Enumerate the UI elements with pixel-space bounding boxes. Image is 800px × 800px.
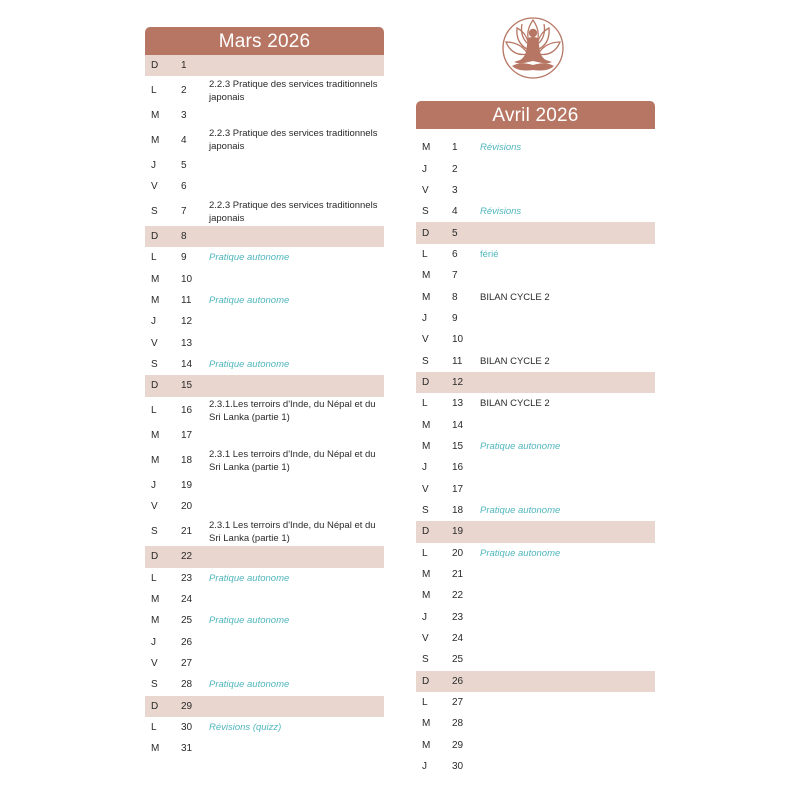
day-row bbox=[416, 414, 655, 435]
weekday-letter: L bbox=[422, 547, 428, 559]
weekday-letter: J bbox=[422, 761, 427, 773]
weekday-letter: M bbox=[151, 295, 160, 307]
day-row bbox=[145, 155, 384, 176]
day-number: 5 bbox=[181, 159, 187, 171]
weekday-letter: V bbox=[422, 633, 429, 645]
weekday-letter: S bbox=[151, 359, 158, 371]
weekday-letter: D bbox=[422, 376, 430, 388]
day-row bbox=[145, 738, 384, 759]
day-row bbox=[145, 717, 384, 738]
day-list bbox=[416, 129, 655, 777]
weekday-letter: L bbox=[422, 398, 428, 410]
day-number: 21 bbox=[452, 569, 464, 581]
weekday-letter: M bbox=[151, 110, 160, 122]
weekday-letter: M bbox=[422, 270, 431, 282]
day-number: 3 bbox=[452, 184, 458, 196]
day-row bbox=[416, 692, 655, 713]
day-number: 8 bbox=[181, 231, 187, 243]
day-row bbox=[416, 329, 655, 350]
day-number: 21 bbox=[181, 526, 193, 538]
day-row bbox=[145, 290, 384, 311]
day-number: 22 bbox=[452, 590, 464, 602]
day-row-sunday bbox=[145, 375, 384, 396]
day-event: Révisions (quizz) bbox=[209, 722, 282, 734]
weekday-letter: S bbox=[151, 679, 158, 691]
day-number: 10 bbox=[452, 334, 464, 346]
day-number: 13 bbox=[181, 337, 193, 349]
weekday-letter: M bbox=[151, 743, 160, 755]
day-row bbox=[416, 286, 655, 307]
day-number: 1 bbox=[452, 142, 458, 154]
day-row bbox=[145, 632, 384, 653]
day-number: 27 bbox=[452, 697, 464, 709]
day-number: 28 bbox=[452, 718, 464, 730]
day-row bbox=[416, 244, 655, 265]
day-number: 28 bbox=[181, 679, 193, 691]
day-number: 10 bbox=[181, 273, 193, 285]
day-number: 23 bbox=[181, 572, 193, 584]
day-number: 19 bbox=[452, 526, 464, 538]
day-row bbox=[145, 674, 384, 695]
weekday-letter: D bbox=[422, 227, 430, 239]
weekday-letter: M bbox=[422, 590, 431, 602]
month-title: Avril 2026 bbox=[416, 101, 655, 129]
day-event: Pratique autonome bbox=[480, 547, 561, 559]
day-event: Pratique autonome bbox=[209, 252, 290, 264]
day-row bbox=[145, 197, 384, 226]
day-number: 4 bbox=[452, 206, 458, 218]
day-number: 11 bbox=[452, 355, 463, 367]
weekday-letter: M bbox=[422, 419, 431, 431]
day-event: Pratique autonome bbox=[209, 572, 290, 584]
day-row bbox=[416, 607, 655, 628]
weekday-letter: M bbox=[422, 739, 431, 751]
day-row bbox=[416, 350, 655, 371]
day-number: 2 bbox=[452, 163, 458, 175]
day-number: 6 bbox=[452, 248, 458, 260]
day-row bbox=[416, 564, 655, 585]
day-event: Pratique autonome bbox=[209, 679, 290, 691]
weekday-letter: J bbox=[422, 163, 427, 175]
day-number: 22 bbox=[181, 551, 193, 563]
day-number: 8 bbox=[452, 291, 458, 303]
day-number: 20 bbox=[452, 547, 464, 559]
day-number: 27 bbox=[181, 658, 193, 670]
day-row bbox=[416, 649, 655, 670]
day-event: Révisions bbox=[480, 206, 522, 218]
day-row-sunday bbox=[416, 521, 655, 542]
day-number: 17 bbox=[181, 430, 193, 442]
day-row bbox=[145, 475, 384, 496]
day-row-sunday bbox=[145, 696, 384, 717]
weekday-letter: V bbox=[151, 501, 158, 513]
weekday-letter: L bbox=[151, 85, 157, 97]
weekday-letter: S bbox=[422, 355, 429, 367]
weekday-letter: M bbox=[151, 615, 160, 627]
day-row bbox=[145, 589, 384, 610]
weekday-letter: V bbox=[151, 181, 158, 193]
weekday-letter: D bbox=[422, 526, 430, 538]
day-row bbox=[416, 436, 655, 457]
day-row bbox=[145, 397, 384, 426]
day-event: BILAN CYCLE 2 bbox=[480, 398, 550, 410]
day-number: 29 bbox=[452, 739, 464, 751]
day-event: 2.2.3 Pratique des services traditionnels japonais bbox=[209, 78, 378, 103]
weekday-letter: L bbox=[151, 722, 157, 734]
weekday-letter: L bbox=[151, 405, 157, 417]
day-event: BILAN CYCLE 2 bbox=[480, 355, 550, 367]
weekday-letter: D bbox=[151, 380, 159, 392]
day-number: 25 bbox=[181, 615, 193, 627]
weekday-letter: J bbox=[151, 316, 156, 328]
day-row bbox=[416, 756, 655, 777]
day-event: férié bbox=[480, 248, 499, 260]
day-number: 2 bbox=[181, 85, 187, 97]
day-row bbox=[145, 446, 384, 475]
day-row bbox=[145, 126, 384, 155]
weekday-letter: V bbox=[422, 483, 429, 495]
day-event: Pratique autonome bbox=[209, 359, 290, 371]
day-event: 2.2.3 Pratique des services traditionnels japonais bbox=[209, 199, 378, 224]
day-number: 5 bbox=[452, 227, 458, 239]
day-row-sunday bbox=[416, 372, 655, 393]
day-row bbox=[416, 265, 655, 286]
day-row bbox=[145, 105, 384, 126]
weekday-letter: D bbox=[151, 551, 159, 563]
day-number: 23 bbox=[452, 611, 464, 623]
weekday-letter: J bbox=[422, 462, 427, 474]
day-row bbox=[416, 479, 655, 500]
day-event: Pratique autonome bbox=[209, 295, 290, 307]
weekday-letter: S bbox=[151, 526, 158, 538]
weekday-letter: M bbox=[422, 569, 431, 581]
weekday-letter: M bbox=[151, 594, 160, 606]
day-number: 15 bbox=[452, 440, 464, 452]
day-row bbox=[416, 201, 655, 222]
weekday-letter: M bbox=[151, 134, 160, 146]
day-row bbox=[145, 568, 384, 589]
weekday-letter: L bbox=[422, 697, 428, 709]
weekday-letter: D bbox=[151, 700, 159, 712]
weekday-letter: L bbox=[151, 572, 157, 584]
weekday-letter: J bbox=[422, 312, 427, 324]
day-row bbox=[145, 653, 384, 674]
calendar-month-mars bbox=[145, 27, 384, 760]
day-row bbox=[416, 308, 655, 329]
meditation-lotus-icon bbox=[498, 12, 568, 86]
weekday-letter: V bbox=[422, 334, 429, 346]
day-row bbox=[145, 311, 384, 332]
day-number: 26 bbox=[452, 675, 464, 687]
weekday-letter: J bbox=[151, 159, 156, 171]
weekday-letter: J bbox=[151, 636, 156, 648]
day-row-sunday bbox=[145, 546, 384, 567]
day-row bbox=[416, 543, 655, 564]
day-row bbox=[145, 269, 384, 290]
day-row bbox=[416, 457, 655, 478]
day-row bbox=[145, 518, 384, 547]
weekday-letter: S bbox=[422, 206, 429, 218]
weekday-letter: V bbox=[151, 658, 158, 670]
day-number: 6 bbox=[181, 181, 187, 193]
day-number: 11 bbox=[181, 295, 192, 307]
day-number: 12 bbox=[452, 376, 464, 388]
day-event: Pratique autonome bbox=[209, 615, 290, 627]
day-number: 14 bbox=[181, 359, 193, 371]
weekday-letter: V bbox=[151, 337, 158, 349]
weekday-letter: M bbox=[151, 455, 160, 467]
day-number: 19 bbox=[181, 480, 193, 492]
day-number: 16 bbox=[181, 405, 193, 417]
day-event: BILAN CYCLE 2 bbox=[480, 291, 550, 303]
day-row bbox=[145, 247, 384, 268]
day-number: 9 bbox=[452, 312, 458, 324]
day-row-sunday bbox=[416, 671, 655, 692]
day-number: 30 bbox=[452, 761, 464, 773]
day-event: Pratique autonome bbox=[480, 505, 561, 517]
day-number: 17 bbox=[452, 483, 464, 495]
weekday-letter: M bbox=[151, 273, 160, 285]
day-number: 24 bbox=[452, 633, 464, 645]
day-number: 12 bbox=[181, 316, 193, 328]
day-number: 4 bbox=[181, 134, 187, 146]
weekday-letter: M bbox=[422, 142, 431, 154]
weekday-letter: M bbox=[422, 440, 431, 452]
day-event: 2.3.1 Les terroirs d'Inde, du Népal et du Sri Lanka (partie 1) bbox=[209, 519, 376, 544]
day-row bbox=[145, 176, 384, 197]
day-row bbox=[416, 393, 655, 414]
weekday-letter: S bbox=[422, 505, 429, 517]
day-number: 30 bbox=[181, 722, 193, 734]
day-list bbox=[145, 55, 384, 760]
day-number: 7 bbox=[452, 270, 458, 282]
day-row bbox=[145, 333, 384, 354]
weekday-letter: S bbox=[151, 206, 158, 218]
calendar-month-avril bbox=[416, 101, 655, 777]
day-number: 29 bbox=[181, 700, 193, 712]
day-event: Pratique autonome bbox=[480, 440, 561, 452]
day-number: 9 bbox=[181, 252, 187, 264]
weekday-letter: D bbox=[422, 675, 430, 687]
day-event: Révisions bbox=[480, 142, 522, 154]
weekday-letter: J bbox=[422, 611, 427, 623]
day-number: 16 bbox=[452, 462, 464, 474]
weekday-letter: D bbox=[151, 60, 159, 72]
day-row-sunday bbox=[145, 226, 384, 247]
day-number: 26 bbox=[181, 636, 193, 648]
weekday-letter: M bbox=[422, 291, 431, 303]
day-row bbox=[416, 137, 655, 158]
day-row bbox=[145, 354, 384, 375]
day-row bbox=[145, 496, 384, 517]
day-number: 20 bbox=[181, 501, 193, 513]
weekday-letter: M bbox=[151, 430, 160, 442]
day-number: 24 bbox=[181, 594, 193, 606]
day-event: 2.3.1.Les terroirs d'Inde, du Népal et du Sri Lanka (partie 1) bbox=[209, 398, 376, 423]
day-row-sunday bbox=[145, 55, 384, 76]
weekday-letter: S bbox=[422, 654, 429, 666]
day-row bbox=[416, 180, 655, 201]
day-event: 2.3.1 Les terroirs d'Inde, du Népal et du Sri Lanka (partie 1) bbox=[209, 448, 376, 473]
weekday-letter: L bbox=[422, 248, 428, 260]
weekday-letter: L bbox=[151, 252, 157, 264]
day-row bbox=[416, 628, 655, 649]
weekday-letter: J bbox=[151, 480, 156, 492]
day-number: 31 bbox=[181, 743, 193, 755]
day-number: 3 bbox=[181, 110, 187, 122]
day-event: 2.2.3 Pratique des services traditionnels japonais bbox=[209, 128, 378, 153]
month-title: Mars 2026 bbox=[145, 27, 384, 55]
day-number: 7 bbox=[181, 206, 187, 218]
day-row bbox=[416, 500, 655, 521]
day-number: 1 bbox=[181, 60, 187, 72]
day-row bbox=[145, 425, 384, 446]
day-number: 14 bbox=[452, 419, 464, 431]
day-row bbox=[416, 713, 655, 734]
weekday-letter: D bbox=[151, 231, 159, 243]
day-row-sunday bbox=[416, 222, 655, 243]
day-number: 13 bbox=[452, 398, 464, 410]
day-number: 18 bbox=[452, 505, 464, 517]
day-row bbox=[416, 585, 655, 606]
day-row bbox=[416, 735, 655, 756]
day-number: 25 bbox=[452, 654, 464, 666]
day-row bbox=[145, 610, 384, 631]
day-row bbox=[145, 76, 384, 105]
day-number: 18 bbox=[181, 455, 193, 467]
weekday-letter: M bbox=[422, 718, 431, 730]
day-number: 15 bbox=[181, 380, 193, 392]
day-row bbox=[416, 158, 655, 179]
weekday-letter: V bbox=[422, 184, 429, 196]
